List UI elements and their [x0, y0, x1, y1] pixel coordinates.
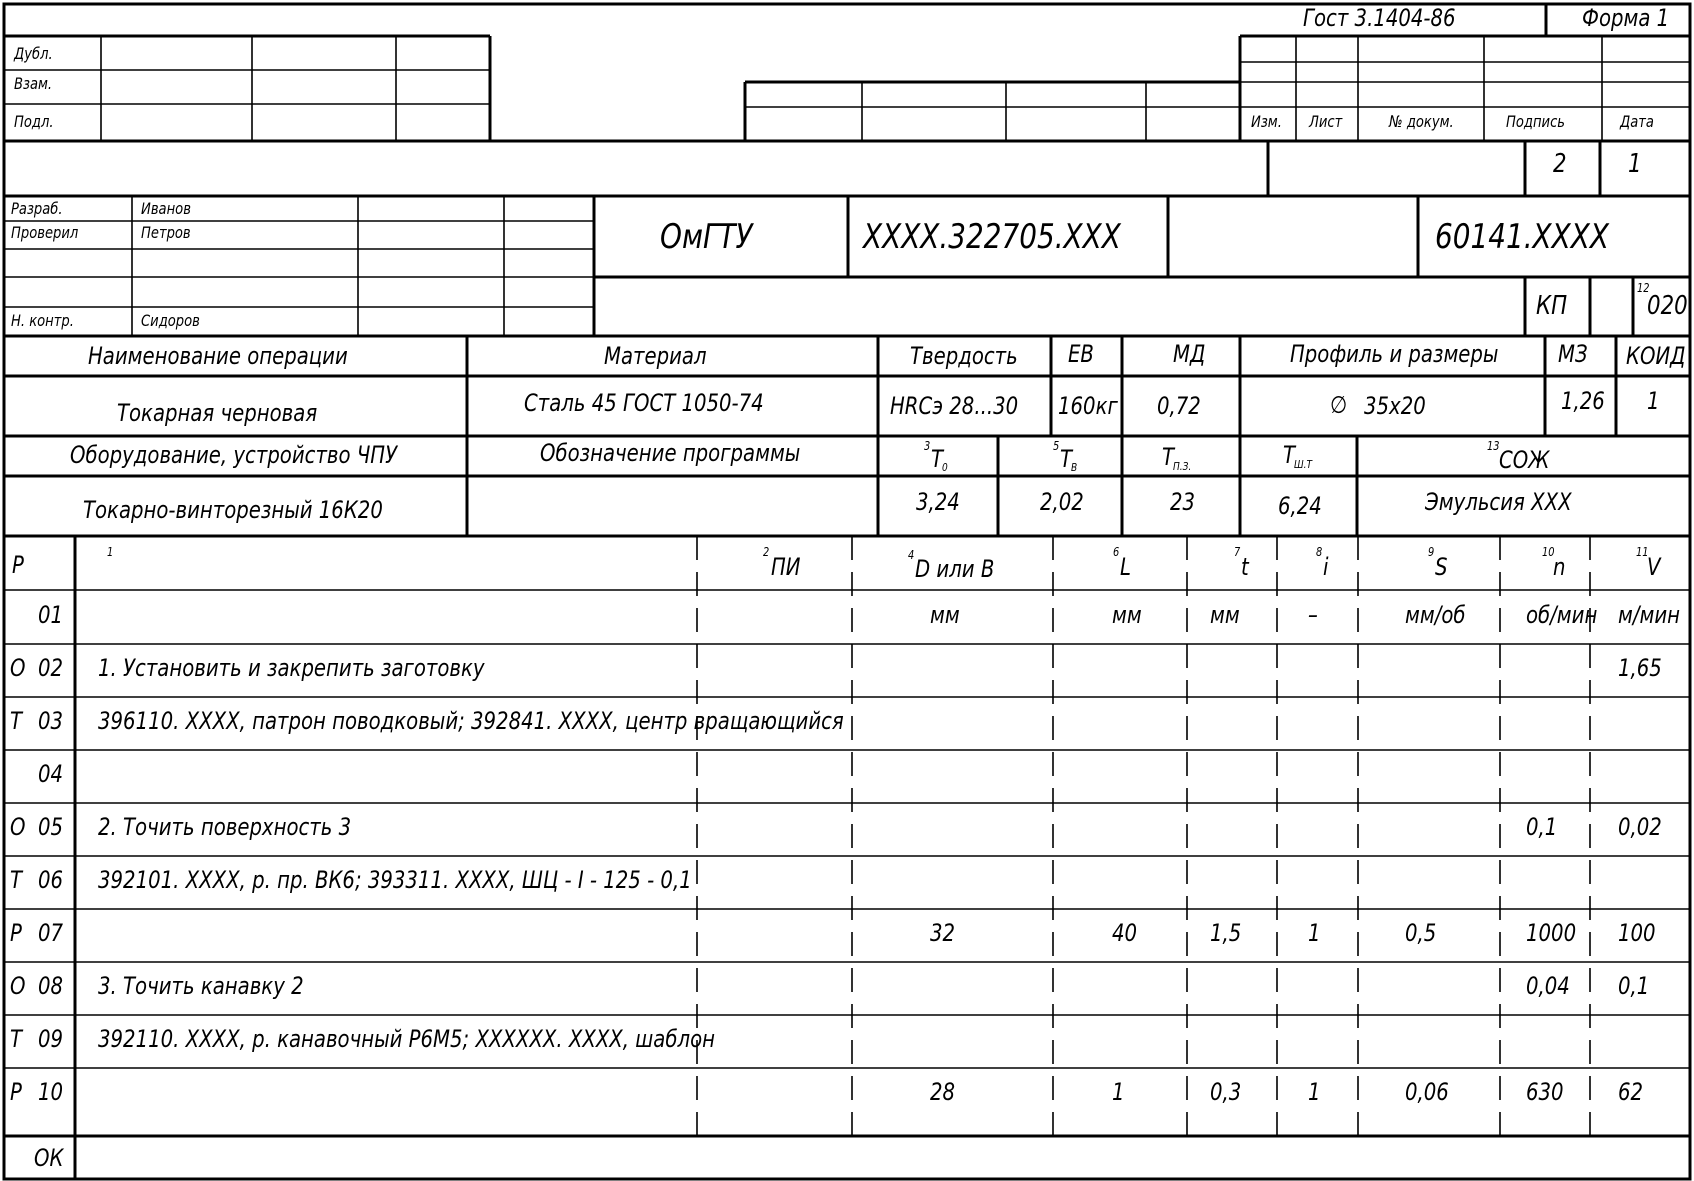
col-1-super: 1: [107, 545, 114, 559]
h-profile: Профиль и размеры: [1290, 340, 1499, 368]
row-code: Т: [10, 866, 23, 894]
operation-number: 020: [1647, 291, 1688, 321]
document-code: XXXX.322705.XXX: [863, 217, 1121, 257]
row-number: 07: [38, 919, 64, 947]
row-s-value: 0,06: [1405, 1078, 1449, 1106]
col-l-super: 6: [1113, 545, 1120, 559]
col-s-super: 9: [1428, 545, 1435, 559]
col-pi-header: ПИ: [771, 553, 801, 581]
row-code: Р: [10, 919, 22, 947]
row-number: 01: [38, 601, 64, 629]
equipment: Токарно-винторезный 16К20: [83, 496, 383, 524]
tsht-sub: Ш.Т: [1294, 458, 1313, 471]
t0-label: Т: [931, 445, 944, 473]
col-pi-super: 2: [763, 545, 770, 559]
row-n-value: об/мин: [1526, 601, 1598, 629]
tv-value: 2,02: [1040, 488, 1084, 516]
part-code: 60141.XXXX: [1435, 217, 1609, 257]
razrab-name: Иванов: [141, 199, 191, 218]
row-number: 02: [38, 654, 64, 682]
row-v-value: 62: [1618, 1078, 1644, 1106]
row-number: 05: [38, 813, 64, 841]
footer-code: ОК: [34, 1144, 64, 1172]
row-l-value: 40: [1112, 919, 1138, 947]
row-s-value: 0,5: [1405, 919, 1437, 947]
row-v-value: 0,02: [1618, 813, 1662, 841]
koid-value: 1: [1647, 387, 1660, 415]
proveril-name: Петров: [141, 223, 191, 242]
operation-number-super: 12: [1637, 281, 1650, 295]
row-code: О: [10, 972, 26, 1000]
page-count: 1: [1628, 149, 1642, 179]
row-number: 06: [38, 866, 64, 894]
row-v-value: 100: [1618, 919, 1656, 947]
row-d-value: 32: [930, 919, 956, 947]
col-i-header: i: [1323, 553, 1329, 581]
data-label: Дата: [1620, 112, 1654, 131]
podl-label: Подл.: [14, 112, 54, 131]
ndoc-label: № докум.: [1389, 112, 1454, 131]
t0-sub: 0: [942, 461, 948, 474]
row-n-value: 1000: [1526, 919, 1577, 947]
row-number: 10: [38, 1078, 64, 1106]
outer-frame: [4, 4, 1690, 1179]
row-text: 396110. XXXX, патрон поводковый; 392841. XXXX, центр вращающийся: [98, 707, 844, 735]
izm-label: Изм.: [1251, 112, 1282, 131]
md-value: 0,72: [1157, 392, 1201, 420]
h-koid: КОИД: [1626, 342, 1686, 370]
h-hardness: Твердость: [910, 342, 1018, 370]
row-s-value: мм/об: [1405, 601, 1466, 629]
tv-super: 5: [1053, 439, 1060, 453]
row-l-value: 1: [1112, 1078, 1125, 1106]
row-t-value: 1,5: [1210, 919, 1242, 947]
row-t-value: 0,3: [1210, 1078, 1242, 1106]
h-equipment: Оборудование, устройство ЧПУ: [70, 441, 398, 469]
col-t-header: t: [1241, 553, 1249, 581]
row-d-value: мм: [930, 601, 960, 629]
tv-sub: В: [1071, 461, 1078, 474]
col-v-super: 11: [1636, 545, 1649, 559]
row-v-value: 0,1: [1618, 972, 1650, 1000]
row-t-value: мм: [1210, 601, 1240, 629]
col-p-header: Р: [12, 551, 24, 579]
row-l-value: мм: [1112, 601, 1142, 629]
row-i-value: 1: [1308, 1078, 1321, 1106]
row-n-value: 630: [1526, 1078, 1564, 1106]
material: Сталь 45 ГОСТ 1050-74: [524, 389, 764, 417]
row-n-value: 0,1: [1526, 813, 1558, 841]
row-d-value: 28: [930, 1078, 956, 1106]
dubl-label: Дубл.: [14, 44, 53, 63]
col-n-header: n: [1553, 553, 1566, 581]
podpis-label: Подпись: [1506, 112, 1566, 131]
row-text: 392101. XXXX, р. пр. ВК6; 393311. XXXX, ШЦ - I - 125 - 0,1: [98, 866, 692, 894]
h-operation-name: Наименование операции: [88, 342, 348, 370]
gost-label: Гост 3.1404-86: [1303, 4, 1456, 32]
col-i-super: 8: [1316, 545, 1323, 559]
profile-value: 35х20: [1364, 392, 1426, 420]
tv-label: Т: [1060, 445, 1073, 473]
mz-value: 1,26: [1561, 387, 1605, 415]
coolant-label: СОЖ: [1499, 446, 1550, 474]
col-n-super: 10: [1542, 545, 1555, 559]
h-md: МД: [1173, 340, 1206, 368]
row-v-value: 1,65: [1618, 654, 1662, 682]
tsht-value: 6,24: [1278, 492, 1322, 520]
nkontr-label: Н. контр.: [11, 311, 74, 330]
nkontr-name: Сидоров: [141, 311, 200, 330]
col-d-header: D или В: [915, 555, 995, 583]
row-code: О: [10, 813, 26, 841]
row-i-value: 1: [1308, 919, 1321, 947]
h-material: Материал: [604, 342, 707, 370]
vzam-label: Взам.: [14, 74, 53, 93]
col-t-super: 7: [1234, 545, 1241, 559]
diameter-icon: ∅: [1330, 391, 1348, 419]
t0-value: 3,24: [916, 488, 960, 516]
col-d-super: 4: [908, 548, 915, 562]
operation-name: Токарная черновая: [117, 399, 318, 427]
row-number: 04: [38, 760, 64, 788]
row-number: 03: [38, 707, 64, 735]
hardness: HRCэ 28...30: [890, 392, 1019, 420]
row-code: Т: [10, 1025, 23, 1053]
t0-super: 3: [924, 439, 931, 453]
proveril-label: Проверил: [11, 223, 79, 242]
row-n-value: 0,04: [1526, 972, 1570, 1000]
row-text: 3. Точить канавку 2: [98, 972, 304, 1000]
razrab-label: Разраб.: [11, 199, 63, 218]
row-code: О: [10, 654, 26, 682]
row-number: 08: [38, 972, 64, 1000]
coolant-value: Эмульсия XXX: [1425, 488, 1572, 516]
coolant-super: 13: [1487, 439, 1500, 453]
col-s-header: S: [1435, 553, 1448, 581]
row-text: 1. Установить и закрепить заготовку: [98, 654, 485, 682]
row-text: 392110. XXXX, р. канавочный Р6М5; XXXXXX. XXXX, шаблон: [98, 1025, 715, 1053]
form-label: Форма 1: [1582, 4, 1670, 32]
row-code: Р: [10, 1078, 22, 1106]
tpz-sub: П.З.: [1173, 460, 1192, 473]
list-label: Лист: [1309, 112, 1343, 131]
kp-label: КП: [1536, 291, 1568, 321]
h-mz: МЗ: [1558, 340, 1588, 368]
page-number: 2: [1553, 149, 1567, 179]
tpz-label: Т: [1162, 443, 1175, 471]
ev-value: 160кг: [1058, 392, 1118, 420]
col-v-header: V: [1647, 553, 1661, 581]
row-text: 2. Точить поверхность 3: [98, 813, 352, 841]
h-ev: ЕВ: [1068, 340, 1094, 368]
tsht-label: Т: [1283, 441, 1296, 469]
h-program: Обозначение программы: [540, 439, 801, 467]
row-i-value: –: [1308, 601, 1318, 629]
row-number: 09: [38, 1025, 64, 1053]
tpz-value: 23: [1170, 488, 1196, 516]
row-code: Т: [10, 707, 23, 735]
organization: ОмГТУ: [660, 217, 753, 257]
col-l-header: L: [1120, 553, 1131, 581]
row-v-value: м/мин: [1618, 601, 1680, 629]
